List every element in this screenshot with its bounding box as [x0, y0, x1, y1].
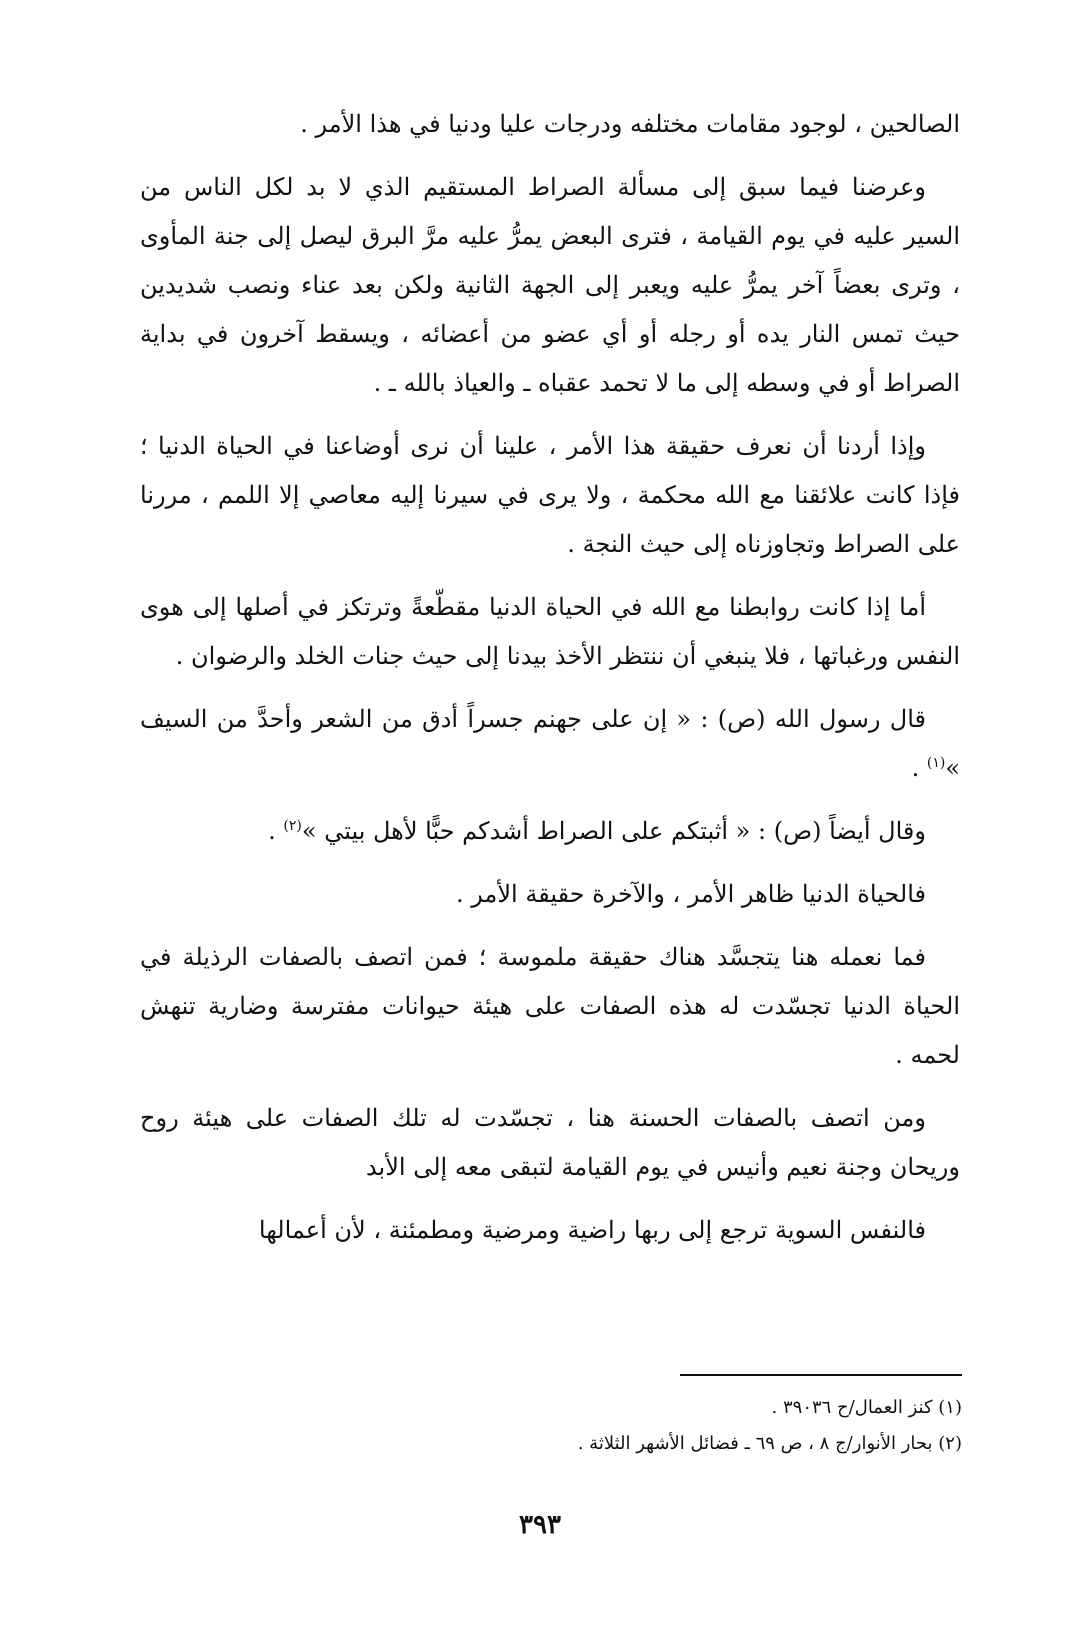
paragraph: فالحياة الدنيا ظاهر الأمر ، والآخرة حقيقة الأمر .	[456, 880, 926, 908]
page-number: ٣٩٣	[519, 1510, 561, 1540]
paragraph: أما إذا كانت روابطنا مع الله في الحياة الدنيا مقطّعةً وترتكز في أصلها إلى هوى النفس ورغباتها ، فلا ينبغي أن ننتظر الأخذ بيدنا إلى حيث جنات الخلد والرضوان .	[140, 593, 960, 670]
period: .	[268, 817, 276, 845]
hadith-text: وقال أيضاً (ص) : « أثبتكم على الصراط أشدكم حبًّا لأهل بيتي »	[301, 817, 926, 845]
paragraph: الصالحين ، لوجود مقامات مختلفه ودرجات عليا ودنيا في هذا الأمر .	[300, 110, 960, 138]
footnote: (٢) بحار الأنوار/ج ٨ ، ص ٦٩ ـ فضائل الأشهر الثلاثة .	[577, 1433, 962, 1454]
hadith-paragraph	[140, 807, 960, 856]
hadith-paragraph	[140, 695, 960, 793]
paragraph: فما نعمله هنا يتجسَّد هناك حقيقة ملموسة ؛ فمن اتصف بالصفات الرذيلة في الحياة الدنيا تجسّدت له هذه الصفات على هيئة حيوانات مفترسة وضارية تنهش لحمه .	[140, 943, 960, 1069]
paragraph: ومن اتصف بالصفات الحسنة هنا ، تجسّدت له تلك الصفات على هيئة روح وريحان وجنة نعيم وأنيس في يوم القيامة لتبقى معه إلى الأبد	[140, 1104, 960, 1181]
body-text	[140, 100, 960, 1269]
footnotes	[140, 1390, 962, 1462]
footnote: (١) كنز العمال/ح ٣٩٠٣٦ .	[771, 1397, 962, 1418]
paragraph: وعرضنا فيما سبق إلى مسألة الصراط المستقيم الذي لا بد لكل الناس من السير عليه في يوم القيامة ، فترى البعض يمرُّ عليه مرَّ البرق ليصل إلى جنة المأوى ، وترى بعضاً آخر يمرُّ عليه ويعبر إلى الجهة الثانية ولكن بعد عناء ونصب شديدين حيث تمس النار يده أو رجله أو أي عضو من أعضائه ، ويسقط آخرون في بداية الصراط أو في وسطه إلى ما لا تحمد عقباه ـ والعياذ بالله ـ .	[140, 173, 960, 397]
footnote-ref: (١)	[926, 755, 946, 771]
paragraph: فالنفس السوية ترجع إلى ربها راضية ومرضية ومطمئنة ، لأن أعمالها	[258, 1216, 926, 1244]
footnote-divider	[680, 1374, 962, 1376]
hadith-text: قال رسول الله (ص) : « إن على جهنم جسراً أدق من الشعر وأحدَّ من السيف »	[140, 705, 960, 782]
period: .	[911, 754, 920, 782]
paragraph: وإذا أردنا أن نعرف حقيقة هذا الأمر ، علينا أن نرى أوضاعنا في الحياة الدنيا ؛ فإذا كانت علائقنا مع الله محكمة ، ولا يرى في سيرنا إليه معاصي إلا اللمم ، مررنا على الصراط وتجاوزناه إلى حيث النجة .	[140, 432, 960, 558]
footnote-ref: (٢)	[283, 818, 302, 834]
